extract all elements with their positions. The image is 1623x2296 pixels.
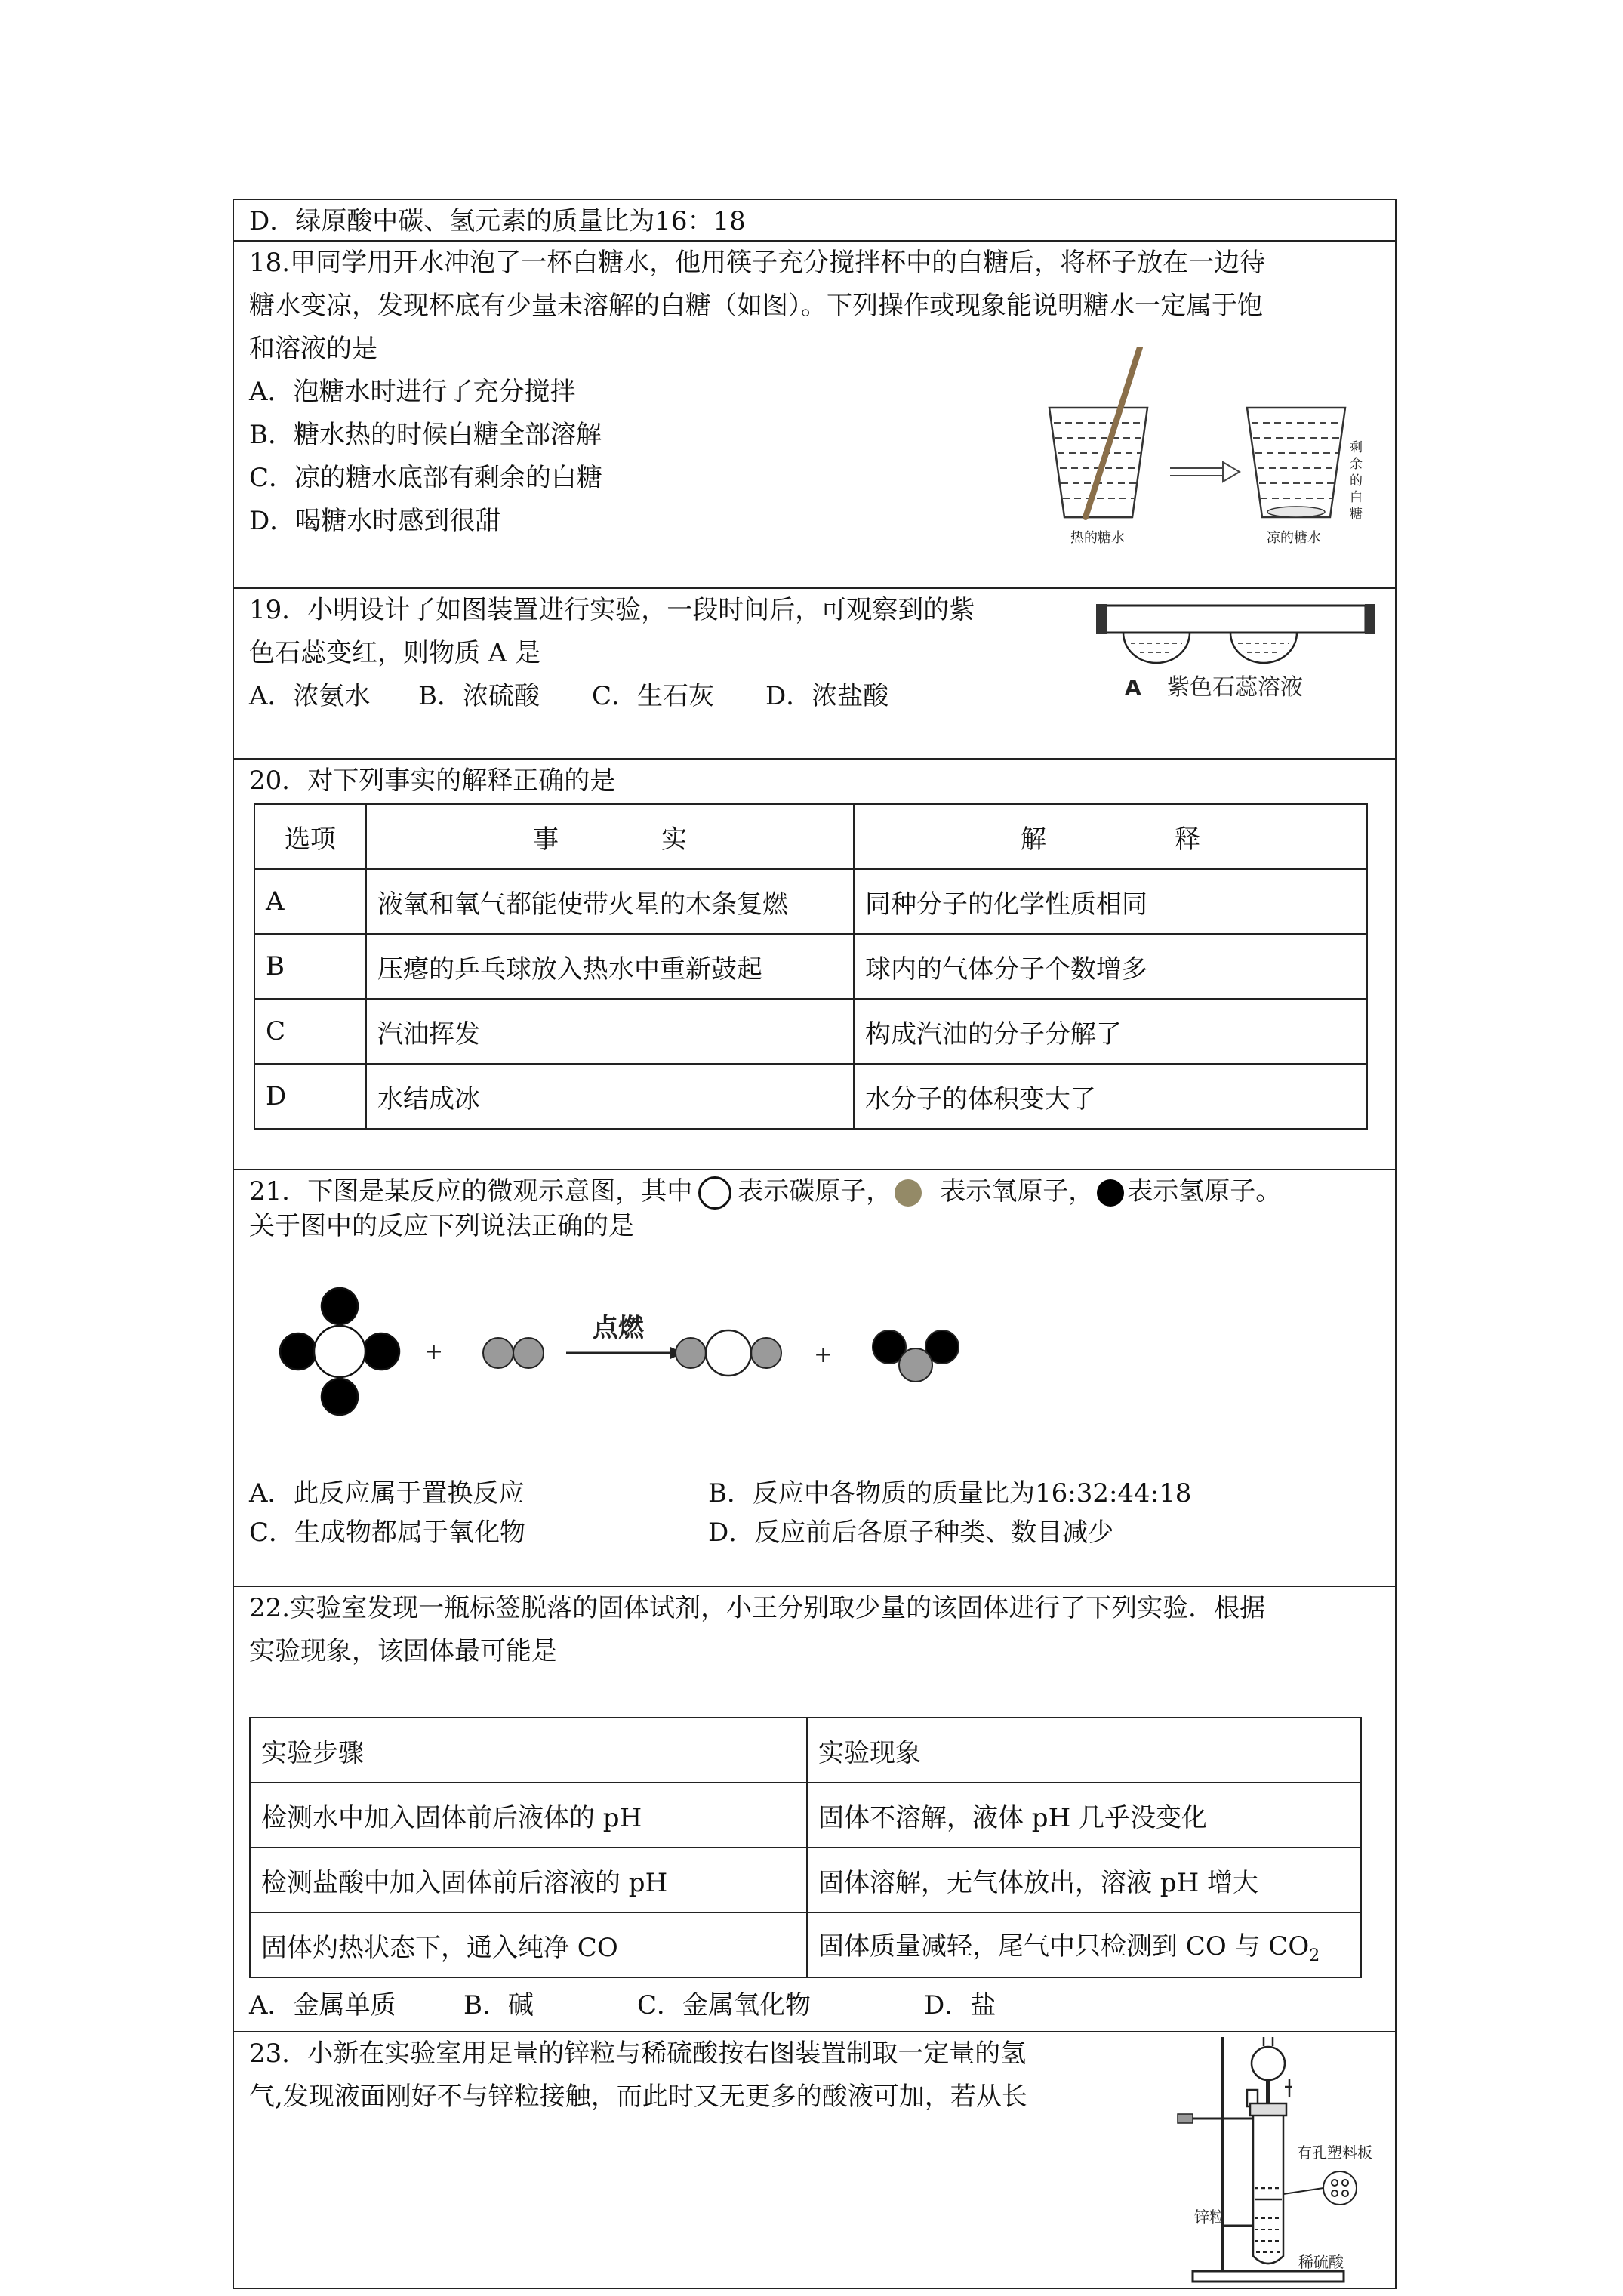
- chopstick-icon: [1086, 347, 1140, 517]
- q19-option-c: C．生石灰: [592, 681, 715, 711]
- hydrogen-atom-legend-icon: [1097, 1179, 1124, 1207]
- row-2-phenomenon: 固体溶解，无气体放出，溶液 pH 增大: [807, 1848, 1361, 1912]
- cold-cup-caption: 凉的糖水: [1267, 530, 1321, 546]
- row-2-step: 检测盐酸中加入固体前后溶液的 pH: [250, 1848, 807, 1912]
- q17-option-d: D．绿原酸中碳、氢元素的质量比为16：18: [249, 206, 746, 236]
- label-acid: 稀硫酸: [1298, 2253, 1344, 2271]
- hydrogen-apparatus-figure: [1147, 2037, 1389, 2286]
- table-header-row: [254, 804, 1367, 869]
- q22-option-d: D．盐: [924, 1990, 996, 2020]
- row-1-step: 检测水中加入固体前后液体的 pH: [250, 1783, 807, 1848]
- label-plate: 有孔塑料板: [1297, 2143, 1372, 2162]
- label-litmus: 紫色石蕊溶液: [1167, 674, 1303, 701]
- q18-stem-line-2: 糖水变凉，发现杯底有少量未溶解的白糖（如图）。下列操作或现象能说明糖水一定属于饱: [249, 291, 1263, 321]
- label-zinc: 锌粒: [1194, 2208, 1224, 2226]
- row-c-option: C: [254, 999, 366, 1064]
- question-19-box: [233, 589, 1397, 760]
- row-c-explanation: 构成汽油的分子分解了: [854, 999, 1367, 1064]
- header-option: 选项: [254, 804, 366, 869]
- row-3-phenomenon: [807, 1912, 1361, 1977]
- q19-option-b: B．浓硫酸: [418, 681, 540, 711]
- oxygen-atom-legend-icon: [895, 1179, 922, 1207]
- reaction-arrow-icon: [566, 1347, 684, 1359]
- q18-stem-line-1: 18.甲同学用开水冲泡了一杯白糖水，他用筷子充分搅拌杯中的白糖后，将杯子放在一边待: [249, 248, 1266, 278]
- question-18-box: [233, 242, 1397, 589]
- q18-option-a: A．泡糖水时进行了充分搅拌: [249, 377, 576, 407]
- question-23-box: [233, 2032, 1397, 2289]
- q20-table: [254, 803, 1368, 1130]
- q22-table: [249, 1717, 1362, 1978]
- q18-stem-line-3: 和溶液的是: [249, 334, 377, 364]
- plus-sign-2: +: [814, 1342, 833, 1368]
- q20-stem: 20．对下列事实的解释正确的是: [249, 766, 616, 796]
- label-a: A: [1125, 675, 1141, 700]
- tube-figure: [1093, 598, 1380, 726]
- arrow-icon: [1170, 462, 1240, 482]
- q21-option-c: C．生成物都属于氧化物: [249, 1518, 526, 1548]
- side-label-vertical: 剩余的白糖: [1350, 440, 1363, 522]
- test-tube-icon: [1247, 2090, 1286, 2264]
- carbon-atom-legend-icon: [698, 1176, 731, 1210]
- arrow-label: 点燃: [593, 1313, 644, 1343]
- table-row: [254, 999, 1367, 1064]
- q19-option-a: A．浓氨水: [249, 681, 371, 711]
- q21-stem-part-4: 表示氢原子。: [1127, 1176, 1282, 1207]
- row-b-explanation: 球内的气体分子个数增多: [854, 934, 1367, 999]
- row-d-option: D: [254, 1064, 366, 1129]
- header-steps: 实验步骤: [250, 1718, 807, 1783]
- hot-cup-caption: 热的糖水: [1070, 530, 1125, 546]
- row-3-phenomenon-text: 固体质量减轻，尾气中只检测到 CO 与 CO: [818, 1931, 1310, 1962]
- q18-option-d: D．喝糖水时感到很甜: [249, 506, 501, 536]
- row-a-fact: 液氧和氧气都能使带火星的木条复燃: [366, 869, 854, 934]
- sugar-water-figure: [1034, 347, 1366, 574]
- perforated-plate-icon: [1283, 2171, 1357, 2205]
- row-a-explanation: 同种分子的化学性质相同: [854, 869, 1367, 934]
- q23-stem-line-1: 23．小新在实验室用足量的锌粒与稀硫酸按右图装置制取一定量的氢: [249, 2039, 1027, 2069]
- water-molecule-icon: [873, 1330, 959, 1382]
- q21-stem-part-3: 表示氧原子，: [940, 1176, 1095, 1207]
- oxygen-molecule-icon: [483, 1338, 544, 1368]
- q21-stem-part-2: 表示碳原子，: [738, 1176, 892, 1207]
- q22-stem-line-2: 实验现象，该固体最可能是: [249, 1636, 557, 1666]
- question-21-box: [233, 1170, 1397, 1587]
- row-1-phenomenon: 固体不溶解，液体 pH 几乎没变化: [807, 1783, 1361, 1848]
- table-row: [250, 1848, 1361, 1912]
- q21-stem-line-2: 关于图中的反应下列说法正确的是: [249, 1211, 634, 1241]
- q23-stem-line-2: 气,发现液面刚好不与锌粒接触，而此时又无更多的酸液可加，若从长: [249, 2082, 1027, 2112]
- q22-option-a: A．金属单质: [249, 1990, 396, 2020]
- table-row: [254, 1064, 1367, 1129]
- table-row: [250, 1783, 1361, 1848]
- q21-stem-part-1: 21．下图是某反应的微观示意图，其中: [249, 1176, 693, 1207]
- question-20-box: [233, 760, 1397, 1170]
- table-row: [254, 934, 1367, 999]
- q22-option-c: C．金属氧化物: [637, 1990, 812, 2020]
- carbon-dioxide-molecule-icon: [676, 1330, 781, 1376]
- header-explanation: 解 释: [854, 804, 1367, 869]
- table-header-row: [250, 1718, 1361, 1783]
- table-row: [254, 869, 1367, 934]
- row-d-fact: 水结成冰: [366, 1064, 854, 1129]
- q21-option-a: A．此反应属于置换反应: [249, 1478, 525, 1509]
- hot-cup-icon: [1049, 408, 1147, 517]
- q18-option-b: B．糖水热的时候白糖全部溶解: [249, 420, 602, 450]
- header-fact: 事 实: [366, 804, 854, 869]
- q21-option-b: B．反应中各物质的质量比为16:32:44:18: [708, 1478, 1192, 1509]
- q19-stem-line-1: 19．小明设计了如图装置进行实验，一段时间后，可观察到的紫: [249, 595, 975, 625]
- table-row: [250, 1912, 1361, 1977]
- row-b-option: B: [254, 934, 366, 999]
- methane-molecule-icon: [280, 1288, 399, 1415]
- q22-option-b: B．碱: [463, 1990, 534, 2020]
- question-17-box: [233, 199, 1397, 242]
- row-c-fact: 汽油挥发: [366, 999, 854, 1064]
- q19-stem-line-2: 色石蕊变红，则物质 A 是: [249, 638, 541, 668]
- row-d-explanation: 水分子的体积变大了: [854, 1064, 1367, 1129]
- glass-tube-icon: [1096, 604, 1375, 663]
- cold-cup-icon: [1247, 408, 1345, 517]
- row-a-option: A: [254, 869, 366, 934]
- question-22-box: [233, 1587, 1397, 2032]
- row-b-fact: 压瘪的乒乓球放入热水中重新鼓起: [366, 934, 854, 999]
- q21-option-d: D．反应前后各原子种类、数目减少: [708, 1518, 1114, 1548]
- q18-option-c: C．凉的糖水底部有剩余的白糖: [249, 463, 603, 493]
- header-phenomena: 实验现象: [807, 1718, 1361, 1783]
- plus-sign-1: +: [424, 1339, 444, 1365]
- co2-subscript: 2: [1309, 1946, 1320, 1965]
- reaction-diagram: [234, 1268, 1397, 1450]
- q22-stem-line-1: 22.实验室发现一瓶标签脱落的固体试剂，小王分别取少量的该固体进行了下列实验．根据: [249, 1593, 1266, 1623]
- row-3-step: 固体灼热状态下，通入纯净 CO: [250, 1912, 807, 1977]
- q19-option-d: D．浓盐酸: [765, 681, 889, 711]
